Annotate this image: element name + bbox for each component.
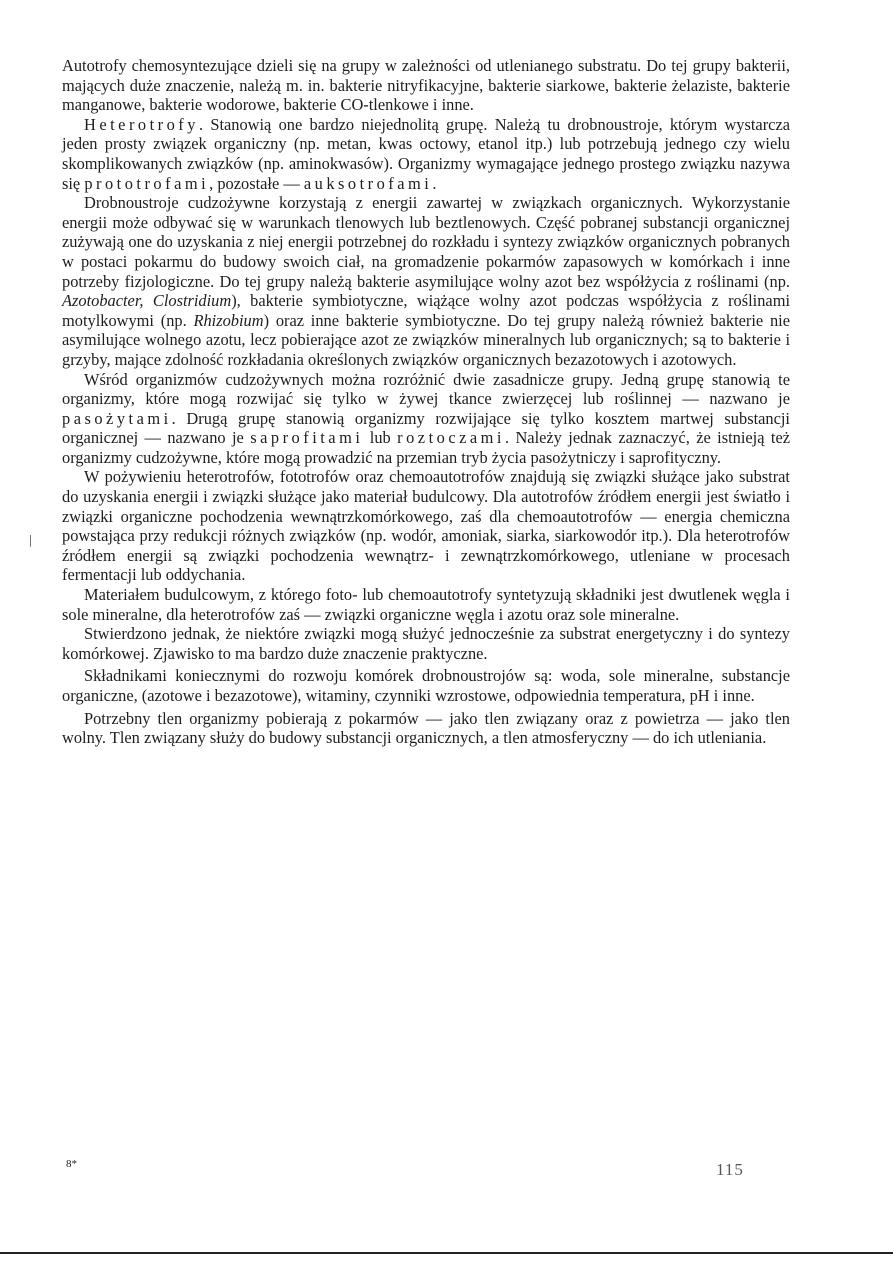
paragraph-text: Potrzebny tlen organizmy pobierają z pokarmów — jako tlen związany oraz z powietrza — jako tlen wolny. Tlen związany służy do budowy substancji organicznych, a tlen atmosferyczny — do ich utleniania. [62, 708, 790, 748]
paragraph-autotrofy [62, 56, 790, 115]
paragraph-text: Wśród organizmów cudzożywnych można rozróżnić dwie zasadnicze grupy. Jedną grupę stanowią te organizmy, które mogą rozwijać się tylko w żywej tkance zwierzęcej lub roślinnej — nazwano je [62, 369, 790, 409]
paragraph-text: Drobnoustroje cudzożywne korzystają z energii zawartej w związkach organicznych. Wykorzystanie energii może odbywać się w warunkach tlenowych lub beztlenowych. Część pobranej substancji organicznej zużywają one do uzyskania z niej energii potrzebnej do rozkładu i syntezy związków organicznych pobranych w postaci pokarmu do budowy swoich ciał, na gromadzenie pokarmów zapasowych w komórkach i inne potrzeby fizjologiczne. Do tej grupy należą bakterie asymilujące wolny azot bez współżycia z roślinami (np. [62, 193, 790, 291]
margin-mark [30, 535, 34, 547]
term-heterotrofy: Heterotrofy [84, 114, 199, 134]
paragraph-text: ), bakterie symbiotyczne, wiążące wolny azot podczas współżycia z roślinami motylkowymi (np. [62, 291, 790, 330]
paragraph-skladniki [62, 666, 790, 705]
scan-bottom-edge [0, 1252, 893, 1254]
term-prototrofami: prototrofami [84, 173, 210, 193]
page-number: 115 [716, 1160, 744, 1179]
paragraph-stwierdzono [62, 624, 790, 663]
paragraph-drobnoustroje [62, 193, 790, 369]
paragraph-text: , pozostałe — [209, 173, 304, 193]
page-body [62, 56, 790, 748]
term-pasozytami: pasożytami [62, 408, 172, 428]
paragraph-text: ) oraz inne bakterie symbiotyczne. Do tej grupy należą również bakterie nie asymilujące wolnego azotu, lecz pobierające azot ze związków mineralnych lub organicznych; są to bakterie i grzyby, mające zdolność rozkładania określonych związków organicznych bezazotowych i azotowych. [62, 310, 790, 369]
term-auksotrofami: auksotrofami [303, 173, 433, 193]
term-roztoczami: roztoczami [397, 428, 505, 448]
italic-rhizobium: Rhizobium [193, 310, 264, 330]
paragraph-text: W pożywieniu heterotrofów, fototrofów oraz chemoautotrofów znajdują się związki służące jako substrat do uzyskania energii i związki służące jako materiał budulcowy. Dla autotrofów źródłem energii jest światło i związki organiczne pochodzenia wewnątrzkomórkowego, zaś dla chemoautotrofów — energia chemiczna powstająca przy redukcji różnych związków (np. wodór, amoniak, siarka, siarkowodór itp.). Dla heterotrofów źródłem energii są związki pochodzenia wewnątrz- i zewnątrzkomórkowego, utleniane w procesach fermentacji lub oddychania. [62, 467, 790, 585]
paragraph-text: Autotrofy chemosyntezujące dzieli się na grupy w zależności od utlenianego substratu. Do tej grupy bakterii, mających duże znaczenie, należą m. in. bakterie nitryfikacyjne, bakterie siarkowe, bakterie żelaziste, bakterie manganowe, bakterie wodorowe, bakterie CO-tlenkowe i inne. [62, 56, 790, 115]
paragraph-text: . Drugą grupę stanowią organizmy rozwijające się tylko kosztem martwej substancji organicznej — nazwano je [62, 408, 790, 448]
paragraph-text: . [432, 173, 437, 193]
italic-genus-names: Azotobacter, Clostridium [62, 291, 232, 311]
paragraph-text: lub [363, 428, 398, 448]
paragraph-heterotrofy [62, 115, 790, 193]
paragraph-cudzozywne [62, 370, 790, 468]
printer-signature: 8* [66, 1158, 77, 1170]
paragraph-text: . Stanowią one bardzo niejednolitą grupę. Należą tu drobnoustroje, którym wystarcza jeden prosty związek organiczny (np. metan, kwas octowy, etanol itp.) lub potrzebują jednego czy wielu skomplikowanych związków (np. aminokwasów). Organizmy wymagające jednego prostego związku nazywa się [62, 114, 790, 193]
paragraph-text: Stwierdzono jednak, że niektóre związki mogą służyć jednocześnie za substrat energetyczny i do syntezy komórkowej. Zjawisko to ma bardzo duże znaczenie praktyczne. [62, 624, 790, 663]
paragraph-text: Składnikami koniecznymi do rozwoju komórek drobnoustrojów są: woda, sole mineralne, substancje organiczne, (azotowe i bezazotowe), witaminy, czynniki wzrostowe, odpowiednia temperatura, pH i inne. [62, 666, 790, 705]
paragraph-tlen [62, 709, 790, 748]
paragraph-text: . Należy jednak zaznaczyć, że istnieją też organizmy cudzożywne, które mogą prowadzić na przemian tryb życia pasożytniczy i saprofityczny. [62, 428, 790, 467]
paragraph-pozywienie [62, 467, 790, 585]
paragraph-text: Materiałem budulcowym, z którego foto- lub chemoautotrofy syntetyzują składniki jest dwutlenek węgla i sole mineralne, dla heterotrofów zaś — związki organiczne węgla i azotu oraz sole mineralne. [62, 585, 790, 624]
term-saprofitami: saprofitami [250, 428, 364, 448]
paragraph-material-budulcowy [62, 585, 790, 624]
